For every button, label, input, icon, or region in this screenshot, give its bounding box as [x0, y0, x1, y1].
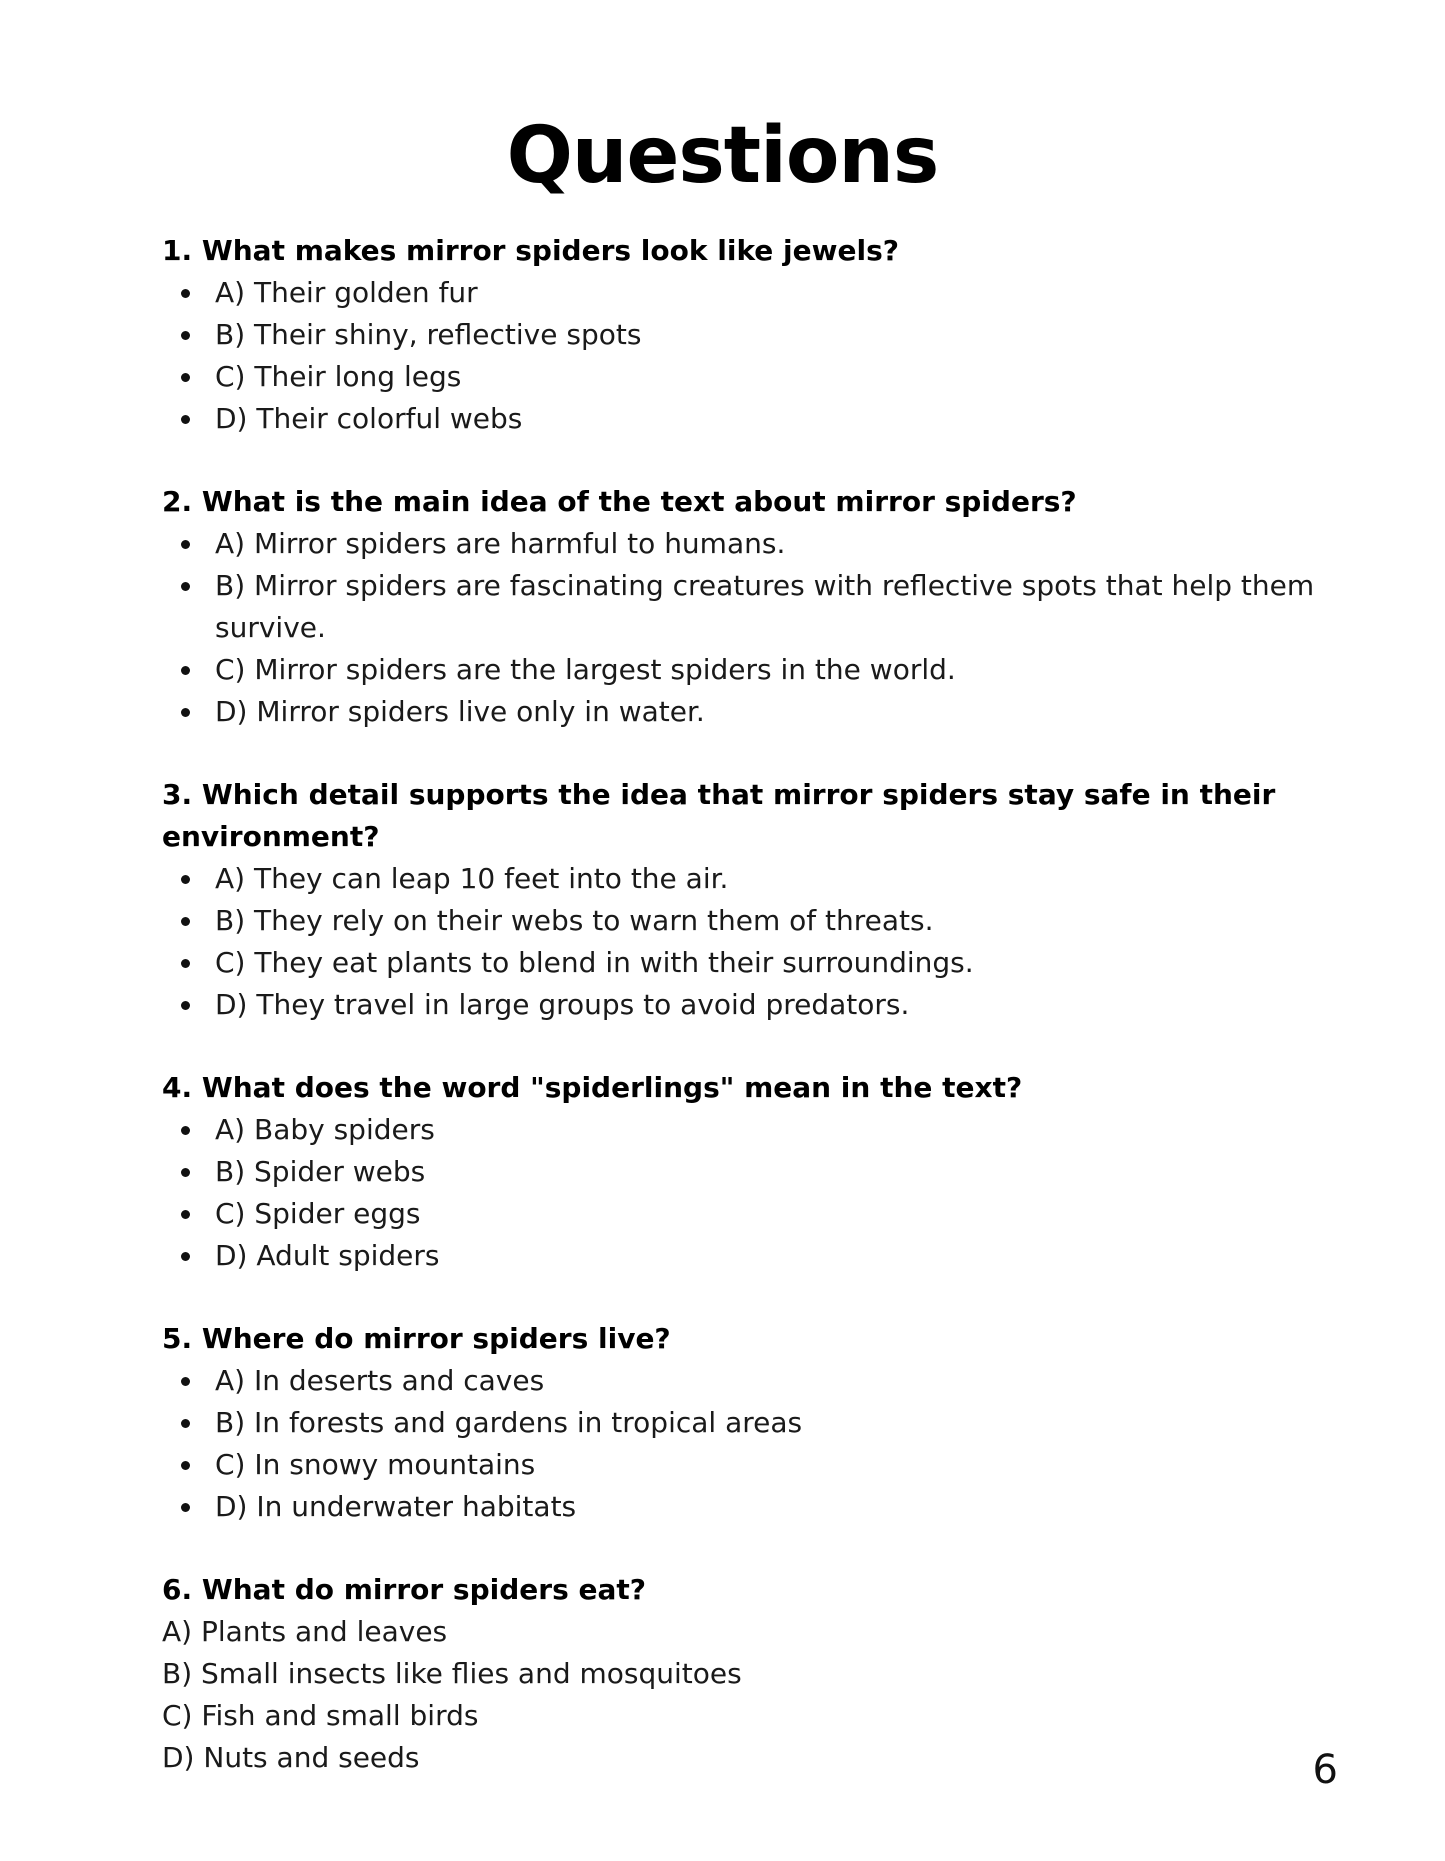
answer-option: C) Fish and small birds — [162, 1699, 479, 1732]
answer-options — [162, 1611, 1322, 1779]
answer-options — [162, 523, 1322, 733]
page-title: Questions — [506, 111, 939, 201]
answer-option: C) Mirror spiders are the largest spiders in the world. — [162, 649, 1322, 691]
answer-option: D) Mirror spiders live only in water. — [162, 691, 1322, 733]
question-text: 3. Which detail supports the idea that mirror spiders stay safe in their environment? — [162, 778, 1276, 853]
answer-options — [162, 1360, 1322, 1528]
answer-option: A) Plants and leaves — [162, 1615, 448, 1648]
answer-options — [162, 272, 1322, 440]
question-1 — [162, 230, 1322, 440]
answer-option: D) Adult spiders — [162, 1235, 1322, 1277]
question-6 — [162, 1569, 1322, 1779]
answer-option: B) Mirror spiders are fascinating creatures with reflective spots that help them survive. — [162, 565, 1322, 649]
answer-option: D) In underwater habitats — [162, 1486, 1322, 1528]
answer-option: D) Nuts and seeds — [162, 1741, 420, 1774]
question-3 — [162, 774, 1322, 1026]
question-2 — [162, 481, 1322, 733]
answer-option: A) They can leap 10 feet into the air. — [162, 858, 1322, 900]
question-5 — [162, 1318, 1322, 1528]
answer-option: A) Their golden fur — [162, 272, 1322, 314]
question-text: 6. What do mirror spiders eat? — [162, 1573, 646, 1606]
question-text: 5. Where do mirror spiders live? — [162, 1322, 671, 1355]
answer-options — [162, 1109, 1322, 1277]
answer-option: B) They rely on their webs to warn them of threats. — [162, 900, 1322, 942]
page-number: 6 — [1312, 1747, 1338, 1793]
question-4 — [162, 1067, 1322, 1277]
answer-option: B) In forests and gardens in tropical areas — [162, 1402, 1322, 1444]
question-list — [162, 230, 1322, 1820]
answer-option: C) In snowy mountains — [162, 1444, 1322, 1486]
answer-option: B) Their shiny, reflective spots — [162, 314, 1322, 356]
answer-option: C) Their long legs — [162, 356, 1322, 398]
question-text: 1. What makes mirror spiders look like jewels? — [162, 234, 899, 267]
answer-option: A) In deserts and caves — [162, 1360, 1322, 1402]
answer-option: B) Small insects like flies and mosquitoes — [162, 1657, 742, 1690]
answer-option: C) They eat plants to blend in with their surroundings. — [162, 942, 1322, 984]
answer-options — [162, 858, 1322, 1026]
answer-option: A) Baby spiders — [162, 1109, 1322, 1151]
answer-option: B) Spider webs — [162, 1151, 1322, 1193]
answer-option: C) Spider eggs — [162, 1193, 1322, 1235]
question-text: 2. What is the main idea of the text about mirror spiders? — [162, 485, 1077, 518]
answer-option: D) Their colorful webs — [162, 398, 1322, 440]
answer-option: A) Mirror spiders are harmful to humans. — [162, 523, 1322, 565]
question-text: 4. What does the word "spiderlings" mean in the text? — [162, 1071, 1023, 1104]
answer-option: D) They travel in large groups to avoid predators. — [162, 984, 1322, 1026]
